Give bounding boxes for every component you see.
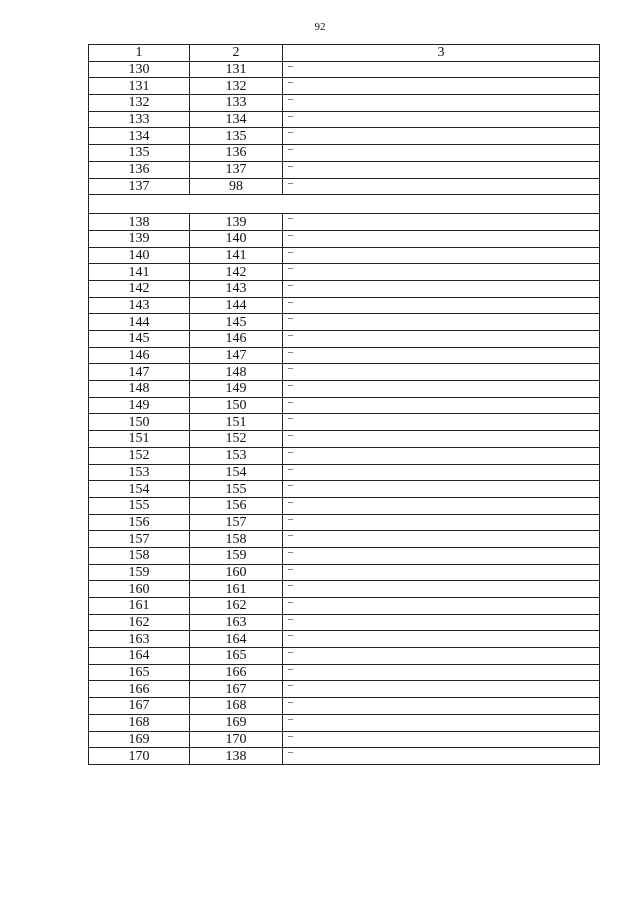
- cell-col1: 139: [89, 230, 190, 247]
- cell-col3: –: [283, 731, 600, 748]
- separator-cell: [89, 195, 600, 214]
- table-row: [89, 364, 600, 381]
- cell-col2: 143: [190, 280, 283, 297]
- table-row: [89, 314, 600, 331]
- cell-col2: 169: [190, 714, 283, 731]
- cell-col3: –: [283, 381, 600, 398]
- cell-col3: –: [283, 95, 600, 112]
- table-row: [89, 78, 600, 95]
- cell-col1: 138: [89, 214, 190, 231]
- table-row: [89, 447, 600, 464]
- cell-col2: 150: [190, 397, 283, 414]
- cell-col3: –: [283, 497, 600, 514]
- cell-col3: –: [283, 598, 600, 615]
- table-row: [89, 714, 600, 731]
- cell-col3: –: [283, 481, 600, 498]
- cell-col1: 153: [89, 464, 190, 481]
- cell-col3: –: [283, 664, 600, 681]
- header-row: [89, 45, 600, 62]
- cell-col2: 133: [190, 95, 283, 112]
- column-header-2: 2: [190, 45, 283, 62]
- cell-col1: 155: [89, 497, 190, 514]
- cell-col2: 152: [190, 431, 283, 448]
- cell-col1: 130: [89, 61, 190, 78]
- cell-col3: –: [283, 128, 600, 145]
- cell-col3: –: [283, 264, 600, 281]
- cell-col2: 154: [190, 464, 283, 481]
- cell-col1: 150: [89, 414, 190, 431]
- cell-col1: 142: [89, 280, 190, 297]
- table-row: [89, 397, 600, 414]
- cell-col1: 132: [89, 95, 190, 112]
- cell-col2: 167: [190, 681, 283, 698]
- cell-col1: 144: [89, 314, 190, 331]
- table-row: [89, 214, 600, 231]
- cell-col1: 147: [89, 364, 190, 381]
- cell-col1: 161: [89, 598, 190, 615]
- cell-col3: –: [283, 631, 600, 648]
- table-row: [89, 497, 600, 514]
- cell-col3: –: [283, 111, 600, 128]
- cell-col2: 142: [190, 264, 283, 281]
- cell-col1: 165: [89, 664, 190, 681]
- table-row: [89, 230, 600, 247]
- cell-col2: 134: [190, 111, 283, 128]
- cell-col2: 136: [190, 145, 283, 162]
- cell-col3: –: [283, 61, 600, 78]
- cell-col2: 148: [190, 364, 283, 381]
- cell-col2: 153: [190, 447, 283, 464]
- cell-col3: –: [283, 331, 600, 348]
- table-row: [89, 731, 600, 748]
- cell-col2: 164: [190, 631, 283, 648]
- data-table: [88, 44, 600, 765]
- cell-col1: 167: [89, 698, 190, 715]
- cell-col2: 162: [190, 598, 283, 615]
- cell-col2: 170: [190, 731, 283, 748]
- table-row: [89, 128, 600, 145]
- cell-col3: –: [283, 297, 600, 314]
- cell-col3: –: [283, 364, 600, 381]
- cell-col3: –: [283, 681, 600, 698]
- cell-col2: 168: [190, 698, 283, 715]
- cell-col1: 148: [89, 381, 190, 398]
- cell-col3: –: [283, 648, 600, 665]
- cell-col3: –: [283, 347, 600, 364]
- cell-col3: –: [283, 280, 600, 297]
- cell-col1: 166: [89, 681, 190, 698]
- table-row: [89, 145, 600, 162]
- cell-col3: –: [283, 314, 600, 331]
- cell-col2: 158: [190, 531, 283, 548]
- table-row: [89, 95, 600, 112]
- cell-col3: –: [283, 230, 600, 247]
- cell-col1: 157: [89, 531, 190, 548]
- cell-col1: 141: [89, 264, 190, 281]
- cell-col2: 138: [190, 748, 283, 765]
- cell-col1: 156: [89, 514, 190, 531]
- table-row: [89, 61, 600, 78]
- table-row: [89, 264, 600, 281]
- table-row: [89, 280, 600, 297]
- cell-col2: 140: [190, 230, 283, 247]
- cell-col3: –: [283, 464, 600, 481]
- cell-col1: 134: [89, 128, 190, 145]
- table-row: [89, 247, 600, 264]
- table-row: [89, 598, 600, 615]
- cell-col1: 159: [89, 564, 190, 581]
- cell-col1: 168: [89, 714, 190, 731]
- cell-col2: 139: [190, 214, 283, 231]
- cell-col3: –: [283, 178, 600, 195]
- cell-col3: –: [283, 564, 600, 581]
- cell-col3: –: [283, 161, 600, 178]
- cell-col1: 146: [89, 347, 190, 364]
- cell-col3: –: [283, 78, 600, 95]
- cell-col2: 137: [190, 161, 283, 178]
- cell-col2: 161: [190, 581, 283, 598]
- table-group-b: [89, 214, 600, 765]
- cell-col3: –: [283, 614, 600, 631]
- cell-col1: 151: [89, 431, 190, 448]
- cell-col2: 135: [190, 128, 283, 145]
- table-row: [89, 681, 600, 698]
- table-row: [89, 331, 600, 348]
- cell-col1: 154: [89, 481, 190, 498]
- table-row: [89, 581, 600, 598]
- table-separator: [89, 195, 600, 214]
- cell-col3: –: [283, 547, 600, 564]
- table-row: [89, 547, 600, 564]
- page-number: 92: [314, 21, 326, 33]
- cell-col1: 162: [89, 614, 190, 631]
- cell-col2: 163: [190, 614, 283, 631]
- cell-col2: 147: [190, 347, 283, 364]
- table-row: [89, 111, 600, 128]
- cell-col1: 145: [89, 331, 190, 348]
- cell-col2: 160: [190, 564, 283, 581]
- cell-col3: –: [283, 397, 600, 414]
- cell-col2: 157: [190, 514, 283, 531]
- cell-col3: –: [283, 714, 600, 731]
- cell-col1: 131: [89, 78, 190, 95]
- cell-col2: 166: [190, 664, 283, 681]
- table-row: [89, 481, 600, 498]
- cell-col2: 144: [190, 297, 283, 314]
- cell-col2: 98: [190, 178, 283, 195]
- table-row: [89, 631, 600, 648]
- table-row: [89, 178, 600, 195]
- cell-col1: 169: [89, 731, 190, 748]
- cell-col3: –: [283, 247, 600, 264]
- table-row: [89, 464, 600, 481]
- table-row: [89, 664, 600, 681]
- cell-col2: 149: [190, 381, 283, 398]
- cell-col3: –: [283, 514, 600, 531]
- table-group-a: [89, 61, 600, 195]
- table-row: [89, 381, 600, 398]
- cell-col2: 151: [190, 414, 283, 431]
- cell-col2: 146: [190, 331, 283, 348]
- cell-col1: 164: [89, 648, 190, 665]
- cell-col2: 132: [190, 78, 283, 95]
- column-header-1: 1: [89, 45, 190, 62]
- cell-col1: 163: [89, 631, 190, 648]
- cell-col3: –: [283, 214, 600, 231]
- table-row: [89, 614, 600, 631]
- table-row: [89, 531, 600, 548]
- cell-col1: 136: [89, 161, 190, 178]
- cell-col3: –: [283, 531, 600, 548]
- table-row: [89, 297, 600, 314]
- cell-col3: –: [283, 581, 600, 598]
- cell-col2: 156: [190, 497, 283, 514]
- table-row: [89, 564, 600, 581]
- cell-col1: 137: [89, 178, 190, 195]
- separator-row: [89, 195, 600, 214]
- cell-col1: 133: [89, 111, 190, 128]
- cell-col2: 131: [190, 61, 283, 78]
- cell-col3: –: [283, 748, 600, 765]
- column-header-3: 3: [283, 45, 600, 62]
- cell-col2: 155: [190, 481, 283, 498]
- cell-col3: –: [283, 414, 600, 431]
- cell-col1: 135: [89, 145, 190, 162]
- table-row: [89, 698, 600, 715]
- table-row: [89, 347, 600, 364]
- cell-col1: 149: [89, 397, 190, 414]
- table-row: [89, 648, 600, 665]
- cell-col3: –: [283, 431, 600, 448]
- cell-col2: 159: [190, 547, 283, 564]
- cell-col1: 160: [89, 581, 190, 598]
- cell-col1: 170: [89, 748, 190, 765]
- cell-col1: 143: [89, 297, 190, 314]
- table-row: [89, 748, 600, 765]
- table-row: [89, 514, 600, 531]
- cell-col2: 145: [190, 314, 283, 331]
- table-row: [89, 161, 600, 178]
- cell-col3: –: [283, 447, 600, 464]
- cell-col3: –: [283, 698, 600, 715]
- cell-col2: 165: [190, 648, 283, 665]
- cell-col1: 152: [89, 447, 190, 464]
- table-row: [89, 431, 600, 448]
- table-row: [89, 414, 600, 431]
- cell-col1: 158: [89, 547, 190, 564]
- cell-col3: –: [283, 145, 600, 162]
- cell-col2: 141: [190, 247, 283, 264]
- cell-col1: 140: [89, 247, 190, 264]
